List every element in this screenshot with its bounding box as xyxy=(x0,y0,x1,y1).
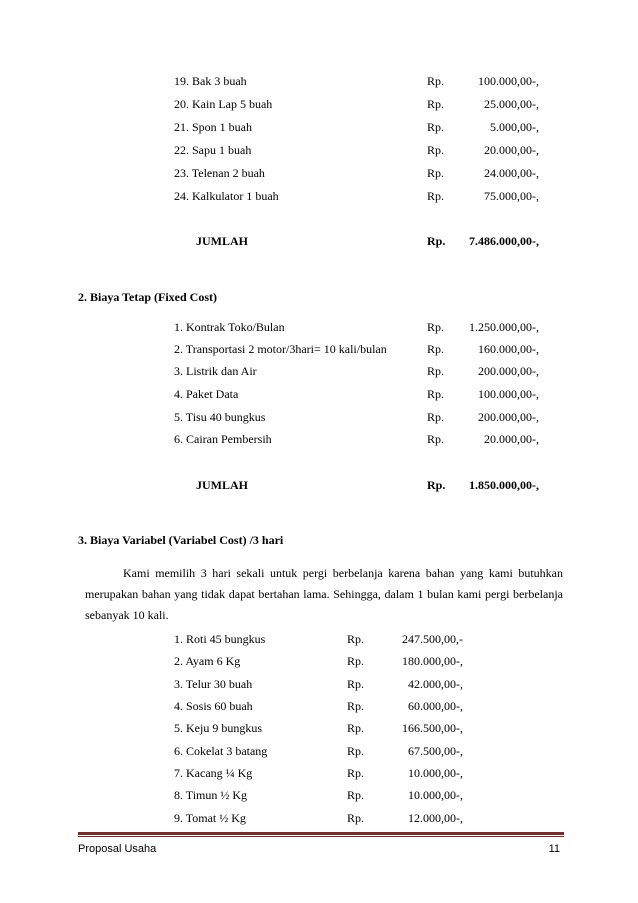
item-amount: 12.000,00-, xyxy=(408,811,463,825)
total-amount: 1.850.000,00-, xyxy=(469,478,539,492)
currency-label: Rp. xyxy=(347,677,365,691)
item-label: 1. Kontrak Toko/Bulan xyxy=(174,320,285,334)
currency-label: Rp. xyxy=(347,654,365,668)
list-item xyxy=(0,166,638,180)
currency-label: Rp. xyxy=(427,74,445,88)
currency-label: Rp. xyxy=(427,320,445,334)
list-item xyxy=(0,189,638,203)
item-amount: 10.000,00-, xyxy=(408,788,463,802)
footer-divider xyxy=(78,832,564,835)
list-item xyxy=(0,74,638,88)
currency-label: Rp. xyxy=(347,811,365,825)
item-label: 20. Kain Lap 5 buah xyxy=(174,97,273,111)
currency-label: Rp. xyxy=(347,744,365,758)
item-label: 6. Cairan Pembersih xyxy=(174,432,272,446)
currency-label: Rp. xyxy=(427,364,445,378)
item-amount: 200.000,00-, xyxy=(478,364,539,378)
currency-label: Rp. xyxy=(427,387,445,401)
item-amount: 42.000,00-, xyxy=(408,677,463,691)
item-amount: 75.000,00-, xyxy=(484,189,539,203)
item-label: 22. Sapu 1 buah xyxy=(174,143,252,157)
currency-label: Rp. xyxy=(427,478,446,492)
section-paragraph: Kami memilih 3 hari sekali untuk pergi berbelanja karena bahan yang kami butuhkan merupakan bahan yang tidak dapat bertahan lama. Sehingga, dalam 1 bulan kami pergi berbelanja sebanyak 10 kali. xyxy=(85,566,563,622)
item-amount: 100.000,00-, xyxy=(478,387,539,401)
list-item xyxy=(0,97,638,111)
item-amount: 200.000,00-, xyxy=(478,410,539,424)
list-item xyxy=(0,788,638,802)
currency-label: Rp. xyxy=(347,788,365,802)
item-amount: 166.500,00-, xyxy=(402,721,463,735)
list-item xyxy=(0,410,638,424)
item-label: 8. Timun ½ Kg xyxy=(174,788,248,802)
total-label: JUMLAH xyxy=(196,478,248,492)
item-label: 4. Paket Data xyxy=(174,387,239,401)
total-row xyxy=(0,478,638,492)
item-amount: 100.000,00-, xyxy=(478,74,539,88)
item-amount: 180.000,00-, xyxy=(402,654,463,668)
item-amount: 1.250.000,00-, xyxy=(469,320,539,334)
currency-label: Rp. xyxy=(427,432,445,446)
list-item xyxy=(0,654,638,668)
item-amount: 20.000,00-, xyxy=(484,143,539,157)
item-label: 4. Sosis 60 buah xyxy=(174,699,253,713)
list-item xyxy=(0,387,638,401)
item-label: 3. Telur 30 buah xyxy=(174,677,253,691)
item-amount: 24.000,00-, xyxy=(484,166,539,180)
item-amount: 20.000,00-, xyxy=(484,432,539,446)
currency-label: Rp. xyxy=(427,234,446,248)
list-item xyxy=(0,342,638,356)
item-label: 2. Ayam 6 Kg xyxy=(174,654,241,668)
item-label: 1. Roti 45 bungkus xyxy=(174,632,266,646)
item-amount: 67.500,00-, xyxy=(408,744,463,758)
item-label: 5. Tisu 40 bungkus xyxy=(174,410,266,424)
list-item xyxy=(0,320,638,334)
currency-label: Rp. xyxy=(347,721,365,735)
item-label: 5. Keju 9 bungkus xyxy=(174,721,262,735)
list-item xyxy=(0,143,638,157)
currency-label: Rp. xyxy=(427,342,445,356)
currency-label: Rp. xyxy=(347,632,365,646)
list-item xyxy=(0,432,638,446)
currency-label: Rp. xyxy=(427,166,445,180)
item-label: 2. Transportasi 2 motor/3hari= 10 kali/bulan xyxy=(174,342,387,356)
total-label: JUMLAH xyxy=(196,234,248,248)
footer-divider-thin xyxy=(78,836,564,837)
item-label: 24. Kalkulator 1 buah xyxy=(174,189,279,203)
list-item xyxy=(0,744,638,758)
item-amount: 247.500,00,- xyxy=(402,632,463,646)
item-label: 7. Kacang ¼ Kg xyxy=(174,766,253,780)
section-heading-fixed-cost: 2. Biaya Tetap (Fixed Cost) xyxy=(78,290,218,304)
item-label: 23. Telenan 2 buah xyxy=(174,166,265,180)
item-amount: 160.000,00-, xyxy=(478,342,539,356)
list-item xyxy=(0,811,638,825)
list-item xyxy=(0,721,638,735)
item-label: 3. Listrik dan Air xyxy=(174,364,257,378)
section-heading-variable-cost: 3. Biaya Variabel (Variabel Cost) /3 hari xyxy=(78,533,284,547)
item-amount: 5.000,00-, xyxy=(490,120,539,134)
footer-title: Proposal Usaha xyxy=(78,843,157,855)
page-number: 11 xyxy=(548,843,560,855)
currency-label: Rp. xyxy=(427,189,445,203)
currency-label: Rp. xyxy=(427,143,445,157)
currency-label: Rp. xyxy=(427,410,445,424)
list-item xyxy=(0,699,638,713)
list-item xyxy=(0,632,638,646)
item-label: 9. Tomat ½ Kg xyxy=(174,811,246,825)
item-label: 6. Cokelat 3 batang xyxy=(174,744,268,758)
item-amount: 10.000,00-, xyxy=(408,766,463,780)
item-label: 19. Bak 3 buah xyxy=(174,74,247,88)
item-amount: 60.000,00-, xyxy=(408,699,463,713)
item-label: 21. Spon 1 buah xyxy=(174,120,252,134)
currency-label: Rp. xyxy=(427,97,445,111)
item-amount: 25.000,00-, xyxy=(484,97,539,111)
currency-label: Rp. xyxy=(427,120,445,134)
list-item xyxy=(0,677,638,691)
list-item xyxy=(0,364,638,378)
currency-label: Rp. xyxy=(347,766,365,780)
list-item xyxy=(0,120,638,134)
total-amount: 7.486.000,00-, xyxy=(469,234,539,248)
total-row xyxy=(0,234,638,248)
currency-label: Rp. xyxy=(347,699,365,713)
list-item xyxy=(0,766,638,780)
